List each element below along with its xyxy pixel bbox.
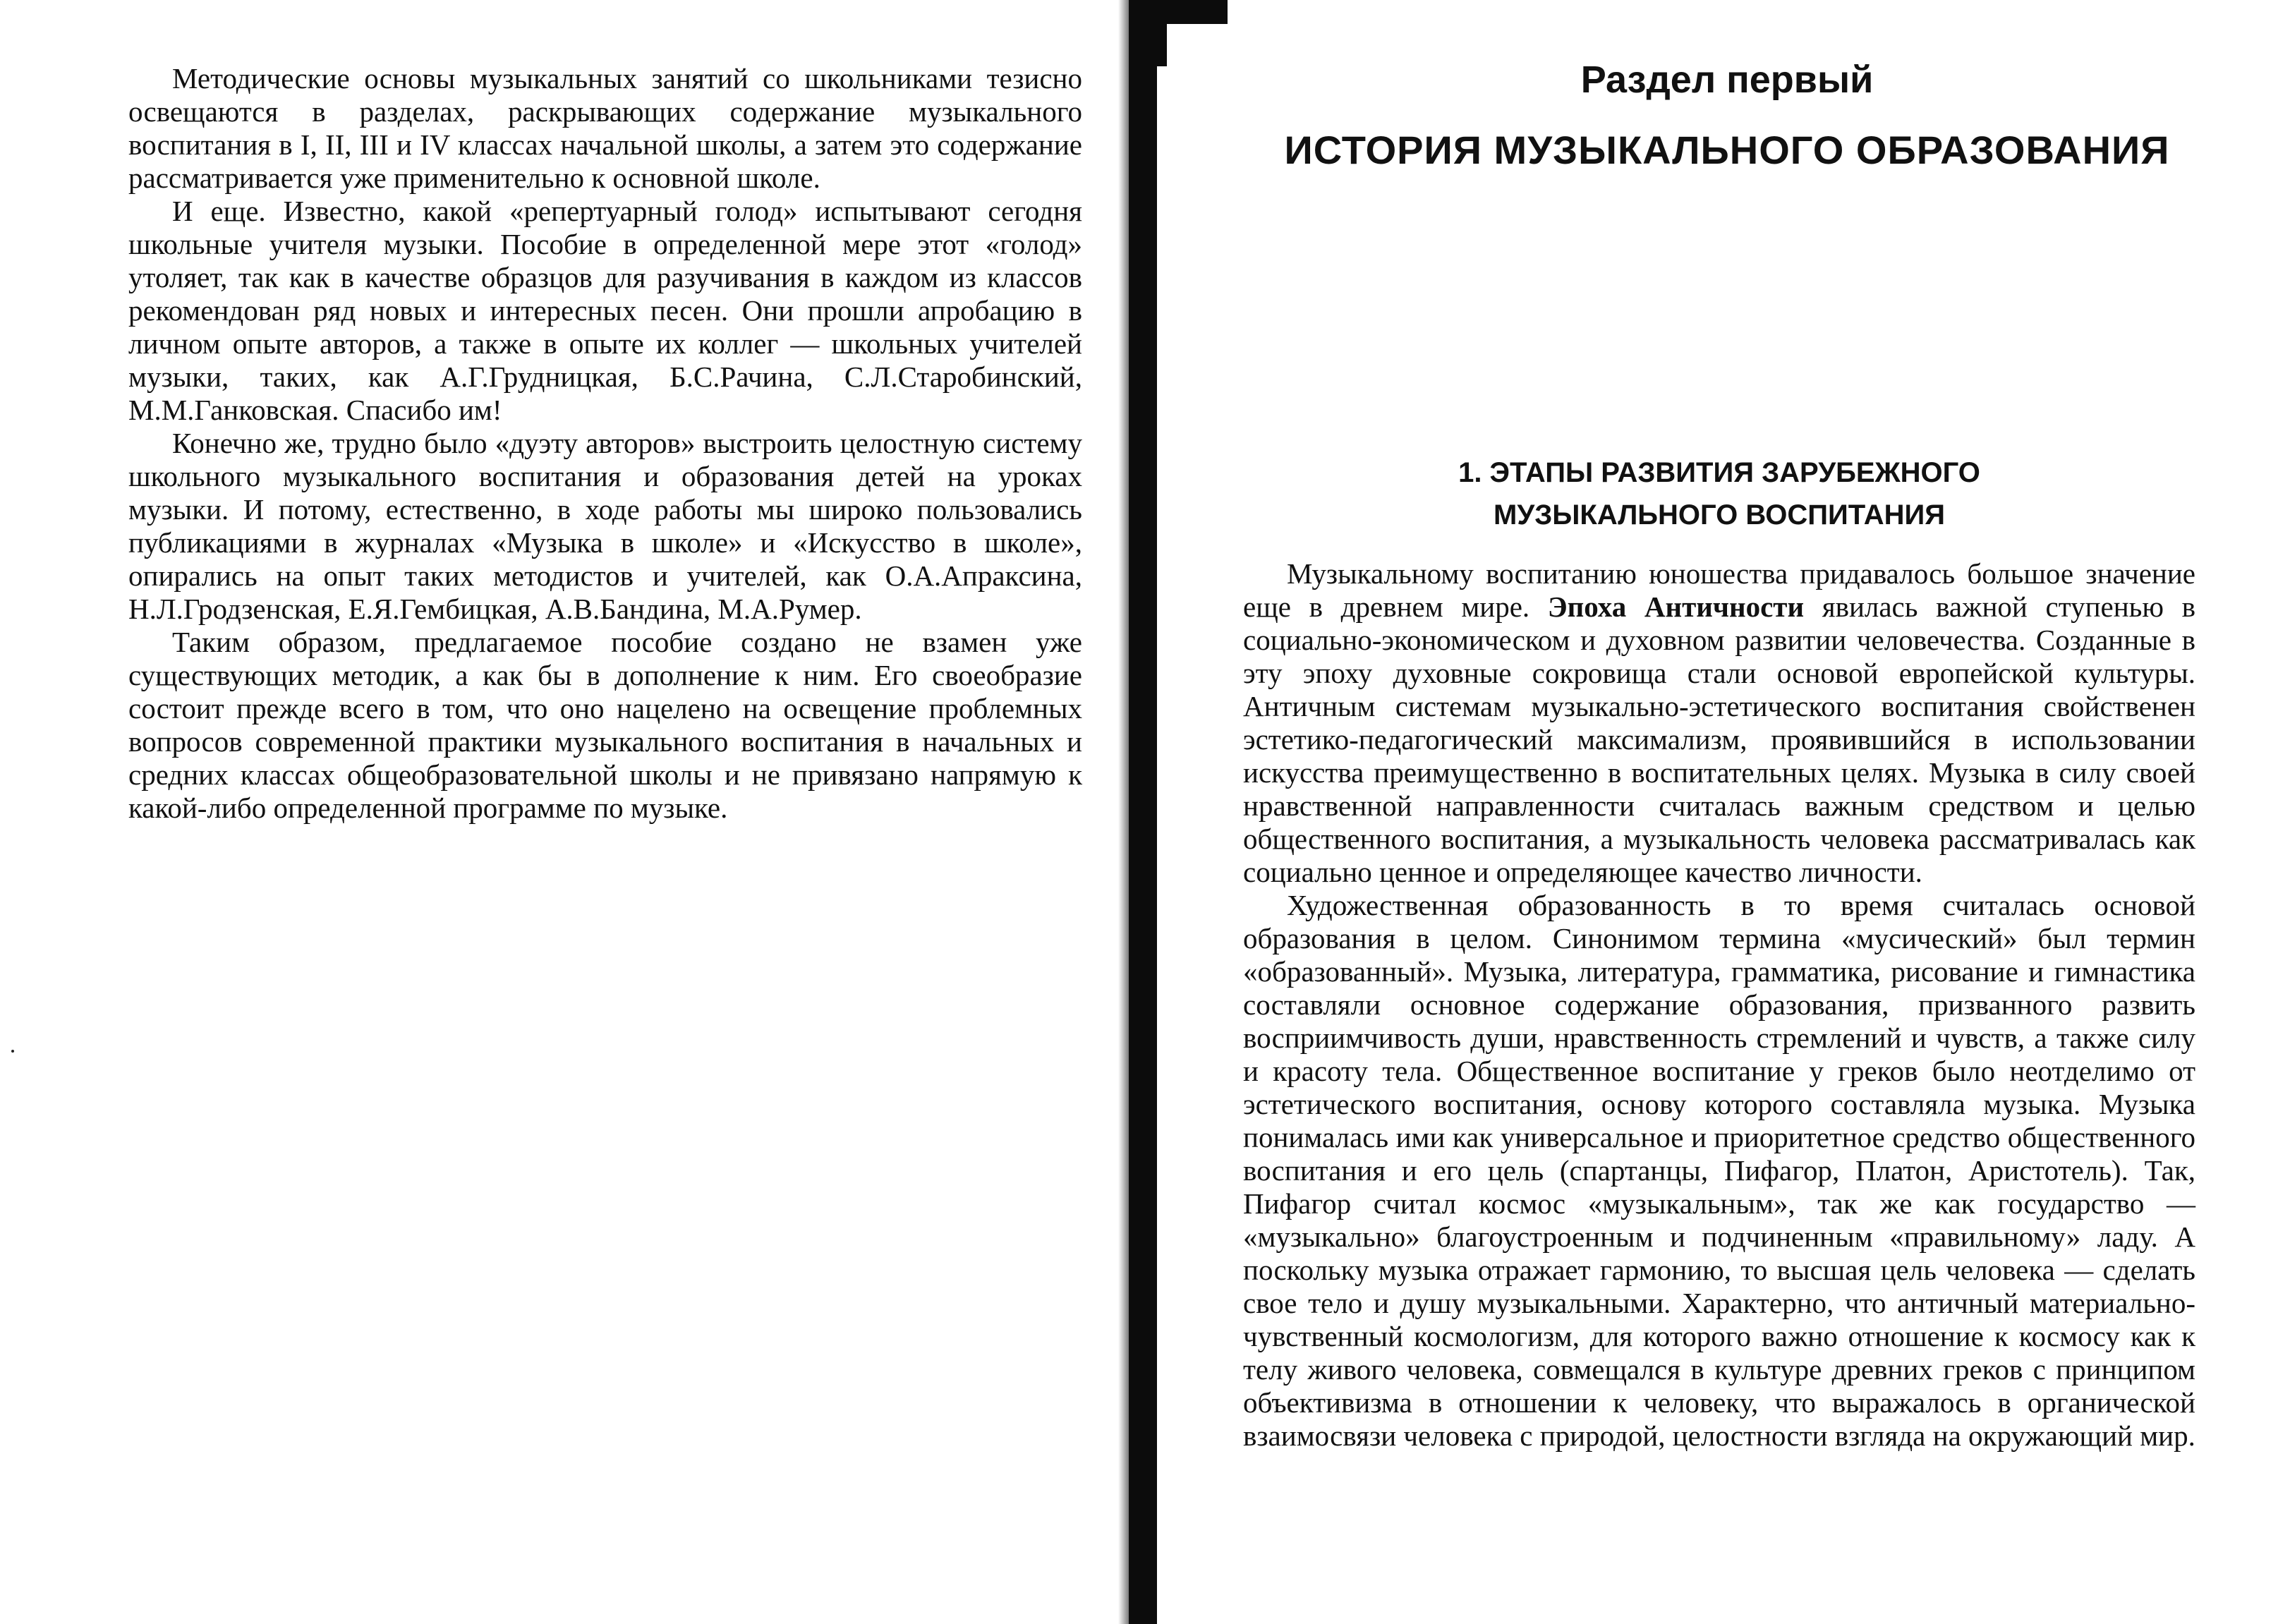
spine-edge-top (1150, 0, 1228, 24)
left-paragraph-2: И еще. Известно, какой «репертуарный голод» испытывают сегодня школьные учителя музыки. Пособие в определенной мере этот «голод» утоляет, так как в качестве образцов для разучивания в каждом из классов рекомендован ряд новых и интересных песен. Они прошли апробацию в личном опыте авторов, а также в опыте их коллег — школьных учителей музыки, таких, как А.Г.Грудницкая, Б.С.Рачина, С.Л.Старобинский, М.М.Ганковская. Спасибо им! (128, 195, 1082, 426)
section-title: ИСТОРИЯ МУЗЫКАЛЬНОГО ОБРАЗОВАНИЯ (1284, 128, 2170, 172)
section-label: Раздел первый (1580, 59, 1874, 101)
book-spine (1129, 0, 1157, 1624)
right-paragraph-2: Художественная образованность в то время считалась основой образования в целом. Синонимом термина «мусический» был термин «образованный». Музыка, литература, грамматика, рисование и гимнастика составляли основное содержание образования, призванного развить восприимчивость души, нравственность стремлений и чувств, а также силу и красоту тела. Общественное воспитание у греков было неотделимо от эстетического воспитания, основу которого составляла музыка. Музыка понималась ими как универсальное и приоритетное средство общественного воспитания и его цель (спартанцы, Пифагор, Платон, Аристотель). Так, Пифагор считал космос «музыкальным», так же как государство — «музыкально» благоустроенным и подчиненным «правильному» ладу. А поскольку музыка отражает гармонию, то высшая цель человека — сделать свое тело и душу музыкальными. Характерно, что античный материально-чувственный космологизм, для которого важно отношение к космосу как к телу живого человека, совмещался в культуре древних греков с принципом объективизма в отношении к человеку, что выражалось в органической взаимосвязи человека с природой, целостности взгляда на окружающий мир. (1243, 889, 2195, 1452)
paragraph-1-intro: Музыкальному воспитанию юношества придавалось большое значение еще в древнем мире. (1243, 557, 2195, 623)
chapter-heading (1243, 452, 2195, 536)
antiquity-term: Эпоха Античности (1547, 590, 1805, 623)
paragraph-1-rest: явилась важной ступенью в социально-экономическом и духовном развитии человечества. Созданные в эту эпоху духовные сокровища стали основой европейской культуры. Античным системам музыкально-эстетического воспитания свойственен эстетико-педагогический максимализм, проявившийся в использовании искусства преимущественно в воспитательных целях. Музыка в силу своей нравственной направленности считалась важным средством и целью общественного воспитания, а музыкальность человека рассматривалась как социально ценное и определяющее качество личности. (1243, 590, 2195, 888)
chapter-heading-line-2: МУЗЫКАЛЬНОГО ВОСПИТАНИЯ (1494, 499, 1945, 531)
left-paragraph-3: Конечно же, трудно было «дуэту авторов» выстроить целостную систему школьного музыкального воспитания и образования детей на уроках музыки. И потому, естественно, в ходе работы мы широко пользовались публикациями в журналах «Музыка в школе» и «Искусство в школе», опирались на опыт таких методистов и учителей, как О.А.Апраксина, Н.Л.Гродзенская, Е.Я.Гембицкая, А.В.Бандина, М.А.Румер. (128, 427, 1082, 625)
chapter-heading-line-1: 1. ЭТАПЫ РАЗВИТИЯ ЗАРУБЕЖНОГО (1458, 457, 1980, 488)
left-paragraph-4: Таким образом, предлагаемое пособие создано не взамен уже существующих методик, а как бы в дополнение к ним. Его своеобразие состоит прежде всего в том, что оно нацелено на освещение проблемных вопросов современной практики музыкального воспитания в начальных и средних классах общеобразовательной школы и не привязано напрямую к какой-либо определенной программе по музыке. (128, 626, 1082, 824)
left-paragraph-1: Методические основы музыкальных занятий со школьниками тезисно освещаются в разделах, раскрывающих содержание музыкального воспитания в I, II, III и IV классах начальной школы, а затем это содержание рассматривается уже применительно к основной школе. (128, 62, 1082, 194)
right-page-body (1243, 557, 2195, 1453)
scan-speck (11, 1050, 14, 1053)
spine-shadow (1118, 0, 1129, 1624)
left-page-body (128, 62, 1082, 825)
right-paragraph-1 (1243, 557, 2195, 889)
